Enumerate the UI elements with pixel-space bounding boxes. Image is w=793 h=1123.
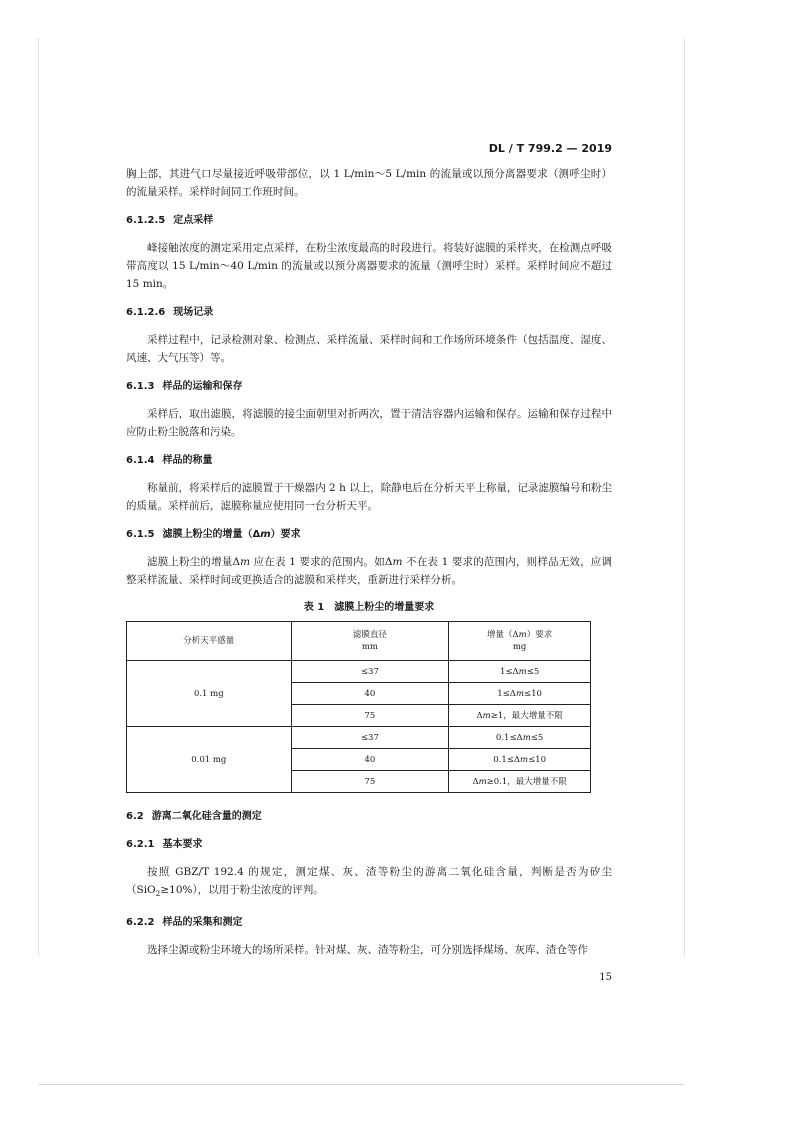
cell-variable: m	[482, 710, 491, 721]
increment-cell	[449, 683, 591, 705]
intro-paragraph: 胸上部，其进气口尽量接近呼吸带部位，以 1 L/min～5 L/min 的流量或以预分离器要求（测呼尘时）的流量采样。采样时间同工作班时间。	[126, 168, 612, 198]
cell-variable: m	[520, 754, 529, 765]
cell-text: ≥1，最大增量不限	[490, 710, 563, 721]
section-title: 样品的采集和测定	[162, 917, 243, 929]
header-text: ）要求	[526, 630, 553, 640]
section-title: 基本要求	[162, 839, 203, 850]
text-part: 不在表 1 要求的范围内，则样品无效，应调整采样流量、采样时间或更换适合的滤膜和采样夹，重新进行采样分析。	[126, 556, 612, 586]
cell-text: ≤5	[526, 666, 540, 677]
paragraph-6-1-2-5: 峰接触浓度的测定采用定点采样，在粉尘浓度最高的时段进行。将装好滤膜的采样夹，在检测点呼吸带高度以 15 L/min～40 L/min 的流量或以预分离器要求的流量（测呼尘时）采样。采样时间应不超过 15 min。	[126, 242, 612, 290]
page-bottom-rule	[38, 1084, 684, 1085]
heading-6-1-5	[126, 527, 612, 543]
cell-text: ≥0.1，最大增量不限	[486, 776, 567, 787]
heading-6-2-2	[126, 915, 612, 931]
text-variable: m	[392, 556, 403, 568]
cell-variable: m	[522, 732, 531, 743]
page-edge-right	[684, 38, 685, 956]
document-page	[126, 140, 612, 985]
header-variable: m	[518, 630, 527, 640]
section-title: 样品的称量	[162, 455, 213, 466]
section-number: 6.1.5	[126, 529, 155, 540]
increment-cell	[449, 749, 591, 771]
col-header-balance: 分析天平感量	[127, 622, 292, 661]
paragraph-6-1-5	[126, 553, 612, 589]
increment-cell	[449, 705, 591, 727]
heading-6-1-4	[126, 453, 612, 469]
text-variable: m	[240, 556, 251, 568]
page-edge-left	[38, 38, 39, 956]
header-text: 增量（Δ	[487, 630, 519, 640]
heading-6-1-2-5	[126, 213, 612, 229]
cell-text: 1≤Δ	[497, 688, 516, 699]
header-text: 滤膜直径	[352, 630, 387, 640]
heading-6-2	[126, 809, 612, 825]
table-header-row	[127, 622, 591, 661]
section-number: 6.1.2.5	[126, 215, 166, 226]
paragraph-6-1-2-6: 采样过程中，记录检测对象、检测点、采样流量、采样时间和工作场所环境条件（包括温度、湿度、风速、大气压等）等。	[126, 334, 612, 364]
diameter-cell: 75	[291, 771, 449, 793]
balance-cell: 0.1 mg	[127, 661, 292, 727]
section-number: 6.1.4	[126, 455, 155, 466]
subscript: 2	[155, 889, 161, 899]
balance-cell: 0.01 mg	[127, 727, 292, 793]
cell-text: 0.1≤Δ	[495, 732, 523, 743]
section-number: 6.1.2.6	[126, 307, 166, 318]
section-title: 游离二氧化硅含量的测定	[151, 811, 262, 822]
paragraph-6-2-2: 选择尘源或粉尘环境大的场所采样。针对煤、灰、渣等粉尘，可分别选择煤场、灰库、渣仓等作	[147, 944, 588, 957]
diameter-cell: 75	[291, 705, 449, 727]
col-header-increment	[449, 622, 591, 661]
title-part: ）要求	[270, 529, 301, 540]
table-row	[127, 661, 591, 683]
section-number: 6.2.1	[126, 839, 155, 850]
section-title: 定点采样	[173, 215, 214, 226]
text-part: 应在表 1 要求的范围内。如Δ	[250, 556, 393, 568]
cell-text: ≤10	[524, 688, 542, 699]
paragraph-6-2-1	[126, 863, 612, 903]
increment-cell	[449, 771, 591, 793]
diameter-cell: ≤37	[291, 661, 449, 683]
cell-text: ≤10	[528, 754, 547, 765]
cell-variable: m	[518, 666, 527, 677]
page-number: 15	[599, 972, 612, 984]
diameter-cell: ≤37	[291, 727, 449, 749]
cell-text: Δ	[476, 710, 483, 721]
standard-code: DL / T 799.2 — 2019	[488, 142, 612, 155]
increment-cell	[449, 661, 591, 683]
heading-6-2-1	[126, 837, 612, 853]
cell-text: 0.1≤Δ	[493, 754, 520, 765]
table-caption: 表 1 滤膜上粉尘的增量要求	[303, 602, 435, 613]
section-title	[162, 529, 300, 540]
section-title: 现场记录	[173, 307, 214, 318]
cell-variable: m	[478, 776, 487, 787]
cell-text: ≤5	[530, 732, 544, 743]
increment-cell	[449, 727, 591, 749]
increment-requirements-table	[126, 621, 591, 793]
col-header-diameter	[291, 622, 449, 661]
header-unit: mg	[512, 642, 527, 652]
text-part: 滤膜上粉尘的增量Δ	[147, 556, 241, 568]
paragraph-6-1-3: 采样后，取出滤膜，将滤膜的接尘面朝里对折两次，置于清洁容器内运输和保存。运输和保存过程中应防止粉尘脱落和污染。	[126, 408, 612, 438]
diameter-cell: 40	[291, 749, 449, 771]
text-part: 按照 GBZ/T 192.4 的规定，测定煤、灰、渣等粉尘的游离二氧化硅含量，判断是否为矽尘（SiO	[126, 866, 612, 896]
section-number: 6.2	[126, 811, 144, 822]
paragraph-6-1-4: 称量前，将采样后的滤膜置于干燥器内 2 h 以上，除静电后在分析天平上称量，记录滤膜编号和粉尘的质量。采样前后，滤膜称量应使用同一台分析天平。	[126, 482, 612, 512]
section-number: 6.2.2	[126, 917, 155, 929]
title-variable: m	[260, 529, 271, 540]
cell-variable: m	[515, 688, 524, 699]
cell-text: 1≤Δ	[499, 666, 519, 677]
heading-6-1-2-6	[126, 305, 612, 321]
heading-6-1-3	[126, 379, 612, 395]
section-title: 样品的运输和保存	[162, 381, 243, 392]
header-unit: mm	[361, 642, 378, 652]
title-part: 滤膜上粉尘的增量（Δ	[162, 529, 261, 540]
cell-text: Δ	[472, 776, 479, 787]
text-part: ≥10%），以用于粉尘浓度的评判。	[160, 884, 324, 896]
table-row	[127, 727, 591, 749]
diameter-cell: 40	[291, 683, 449, 705]
section-number: 6.1.3	[126, 381, 155, 392]
